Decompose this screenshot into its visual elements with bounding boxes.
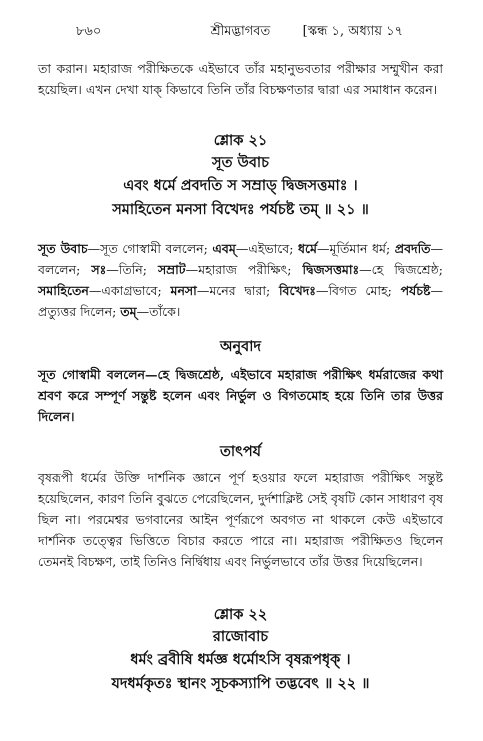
synonym-word: পর্যচষ্ট <box>400 283 431 298</box>
purport-line: ছিলেন তেমনই বিচক্ষণ, তাই তিনিও নির্দ্বিধায় এবং নির্ভুলভাবে তাঁর উত্তর <box>38 533 443 569</box>
synonym-word: সঃ <box>91 262 107 277</box>
translation-paragraph <box>38 364 443 427</box>
synonym-word: তম্‌ <box>120 304 137 319</box>
synonym-meaning: এইভাবে <box>248 241 290 256</box>
synonym-meaning: তাঁকে। <box>149 304 181 319</box>
sloka-22-verse-line: যদধর্মকৃতঃ স্থানং সূচকস্যাপি তদ্ভবেৎ ॥ ২২ ॥ <box>111 675 370 692</box>
purport-line: হয়েছিলেন, কারণ তিনি বুঝতে পেরেছিলেন, দুর্দশাক্লিষ্ট সেই বৃষটি কোন সাধারণ <box>38 491 426 506</box>
translation-line: সূত গোস্বামী বললেন—হে দ্বিজশ্রেষ্ঠ, এইভাবে মহারাজ পরীক্ষিৎ ধর্মরাজের <box>38 367 417 382</box>
synonym-word: এবম্‌ <box>212 241 236 256</box>
purport-line: বৃষ ছিল না। পরমেশ্বর ভগবানের আইন পূর্ণরূপে অবগত না থাকলে কেউ <box>38 491 443 527</box>
purport-line: বৃষরূপী ধর্মের উক্তি দার্শনিক জ্ঞানে পূর্ণ হওয়ার ফলে মহারাজ পরীক্ষিৎ সন্তুষ্ট <box>38 470 443 485</box>
synonym-meaning: সূত গোস্বামী বললেন <box>100 241 204 256</box>
sloka-21-verse-line: এবং ধর্মে প্রবদতি স সম্রাড্ দ্বিজসত্তমাঃ । <box>123 177 358 194</box>
synonym-meaning: একাগ্রভাবে <box>101 283 158 298</box>
synonym-meaning: তিনি <box>118 262 143 277</box>
purport-paragraph <box>38 467 443 572</box>
page-header <box>38 22 443 46</box>
sloka-22-verse-line: ধর্মং ব্রবীষি ধর্মজ্ঞ ধর্মোঽসি বৃষরূপধৃক্‌ । <box>130 651 351 668</box>
sloka-21-speaker: সূত উবাচ <box>212 154 269 171</box>
synonym-word: ধর্মে <box>298 241 318 256</box>
purport-line: দিয়েছিলেন। <box>362 554 423 569</box>
synonym-meaning: বললেন <box>38 262 77 277</box>
synonym-word: সমাহিতেন <box>38 283 89 298</box>
book-title: শ্রীমদ্ভাগবত <box>210 24 271 39</box>
translation-heading: অনুবাদ <box>219 338 262 355</box>
sloka-21-verse-line: সমাহিতেন মনসা বিখেদঃ পর্যচষ্ট তম্‌ ॥ ২১ ॥ <box>112 201 369 218</box>
synonym-meaning: মূর্তিমান ধর্ম <box>329 241 386 256</box>
synonym-word: প্রবদতি <box>394 241 431 256</box>
translation-line: উত্তর দিলেন। <box>38 388 443 424</box>
sloka-22-speaker: রাজোবাচ <box>212 628 269 645</box>
page-number: ৮৬০ <box>76 24 102 39</box>
synonym-word: সূত উবাচ <box>38 241 88 256</box>
intro-line: করেন। <box>404 82 438 97</box>
synonym-word: সম্রাট <box>158 262 186 277</box>
intro-line: করা হয়েছিল। এখন দেখা যাক্‌ কিভাবে তিনি তাঁর বিচক্ষণতার দ্বারা এর সমাধান <box>38 61 443 97</box>
sloka-22-title: শ্লোক ২২ <box>213 606 268 623</box>
synonym-meaning: হে দ্বিজশ্রেষ্ঠ <box>371 262 439 277</box>
intro-line: তা করান। মহারাজ পরীক্ষিতকে এইভাবে তাঁর মহানুভবতার পরীক্ষার সম্মুখীন <box>38 61 419 76</box>
sloka-21-title: শ্লোক ২১ <box>213 132 268 149</box>
book-page <box>0 22 483 741</box>
synonym-word: দ্বিজসত্তমাঃ <box>302 262 360 277</box>
synonym-word: বিখেদঃ <box>278 283 316 298</box>
intro-paragraph <box>38 58 443 100</box>
purport-heading: তাৎপর্য <box>219 443 262 460</box>
synonym-meaning: বিগত মোহ <box>328 283 388 298</box>
chapter-reference: [স্কন্ধ ১, অধ্যায় ১৭ <box>302 24 403 39</box>
synonym-word: মনসা <box>170 283 197 298</box>
purport-line: এইভাবে দার্শনিক তত্ত্বের ভিত্তিতে বিচার করতে পারে না। মহারাজ পরীক্ষিতও <box>38 512 443 548</box>
translation-line: কথা শ্রবণ করে সম্পূর্ণ সন্তুষ্ট হলেন এবং নির্ভুল ও বিগতমোহ হয়ে তিনি তার <box>38 367 443 403</box>
synonym-meaning: প্রত্যুত্তর দিলেন <box>38 304 113 319</box>
synonym-meaning: মনের দ্বারা <box>209 283 266 298</box>
word-meanings: সূত উবাচ—সূত গোস্বামী বললেন; এবম্‌—এইভাবে; ধর্মে—মূর্তিমান ধর্ম; প্রবদতি—বললেন; সঃ—তিনি; সম্রাট—মহারাজ পরীক্ষিৎ; দ্বিজসত্তমাঃ—হে দ্বিজশ্রেষ্ঠ; সমাহিতেন—একাগ্রভাবে; মনসা—মনের দ্বারা; বিখেদঃ—বিগত মোহ; পর্যচষ্ট—প্রত্যুত্তর দিলেন; তম্‌—তাঁকে। <box>38 241 444 319</box>
synonym-meaning: মহারাজ পরীক্ষিৎ <box>198 262 288 277</box>
